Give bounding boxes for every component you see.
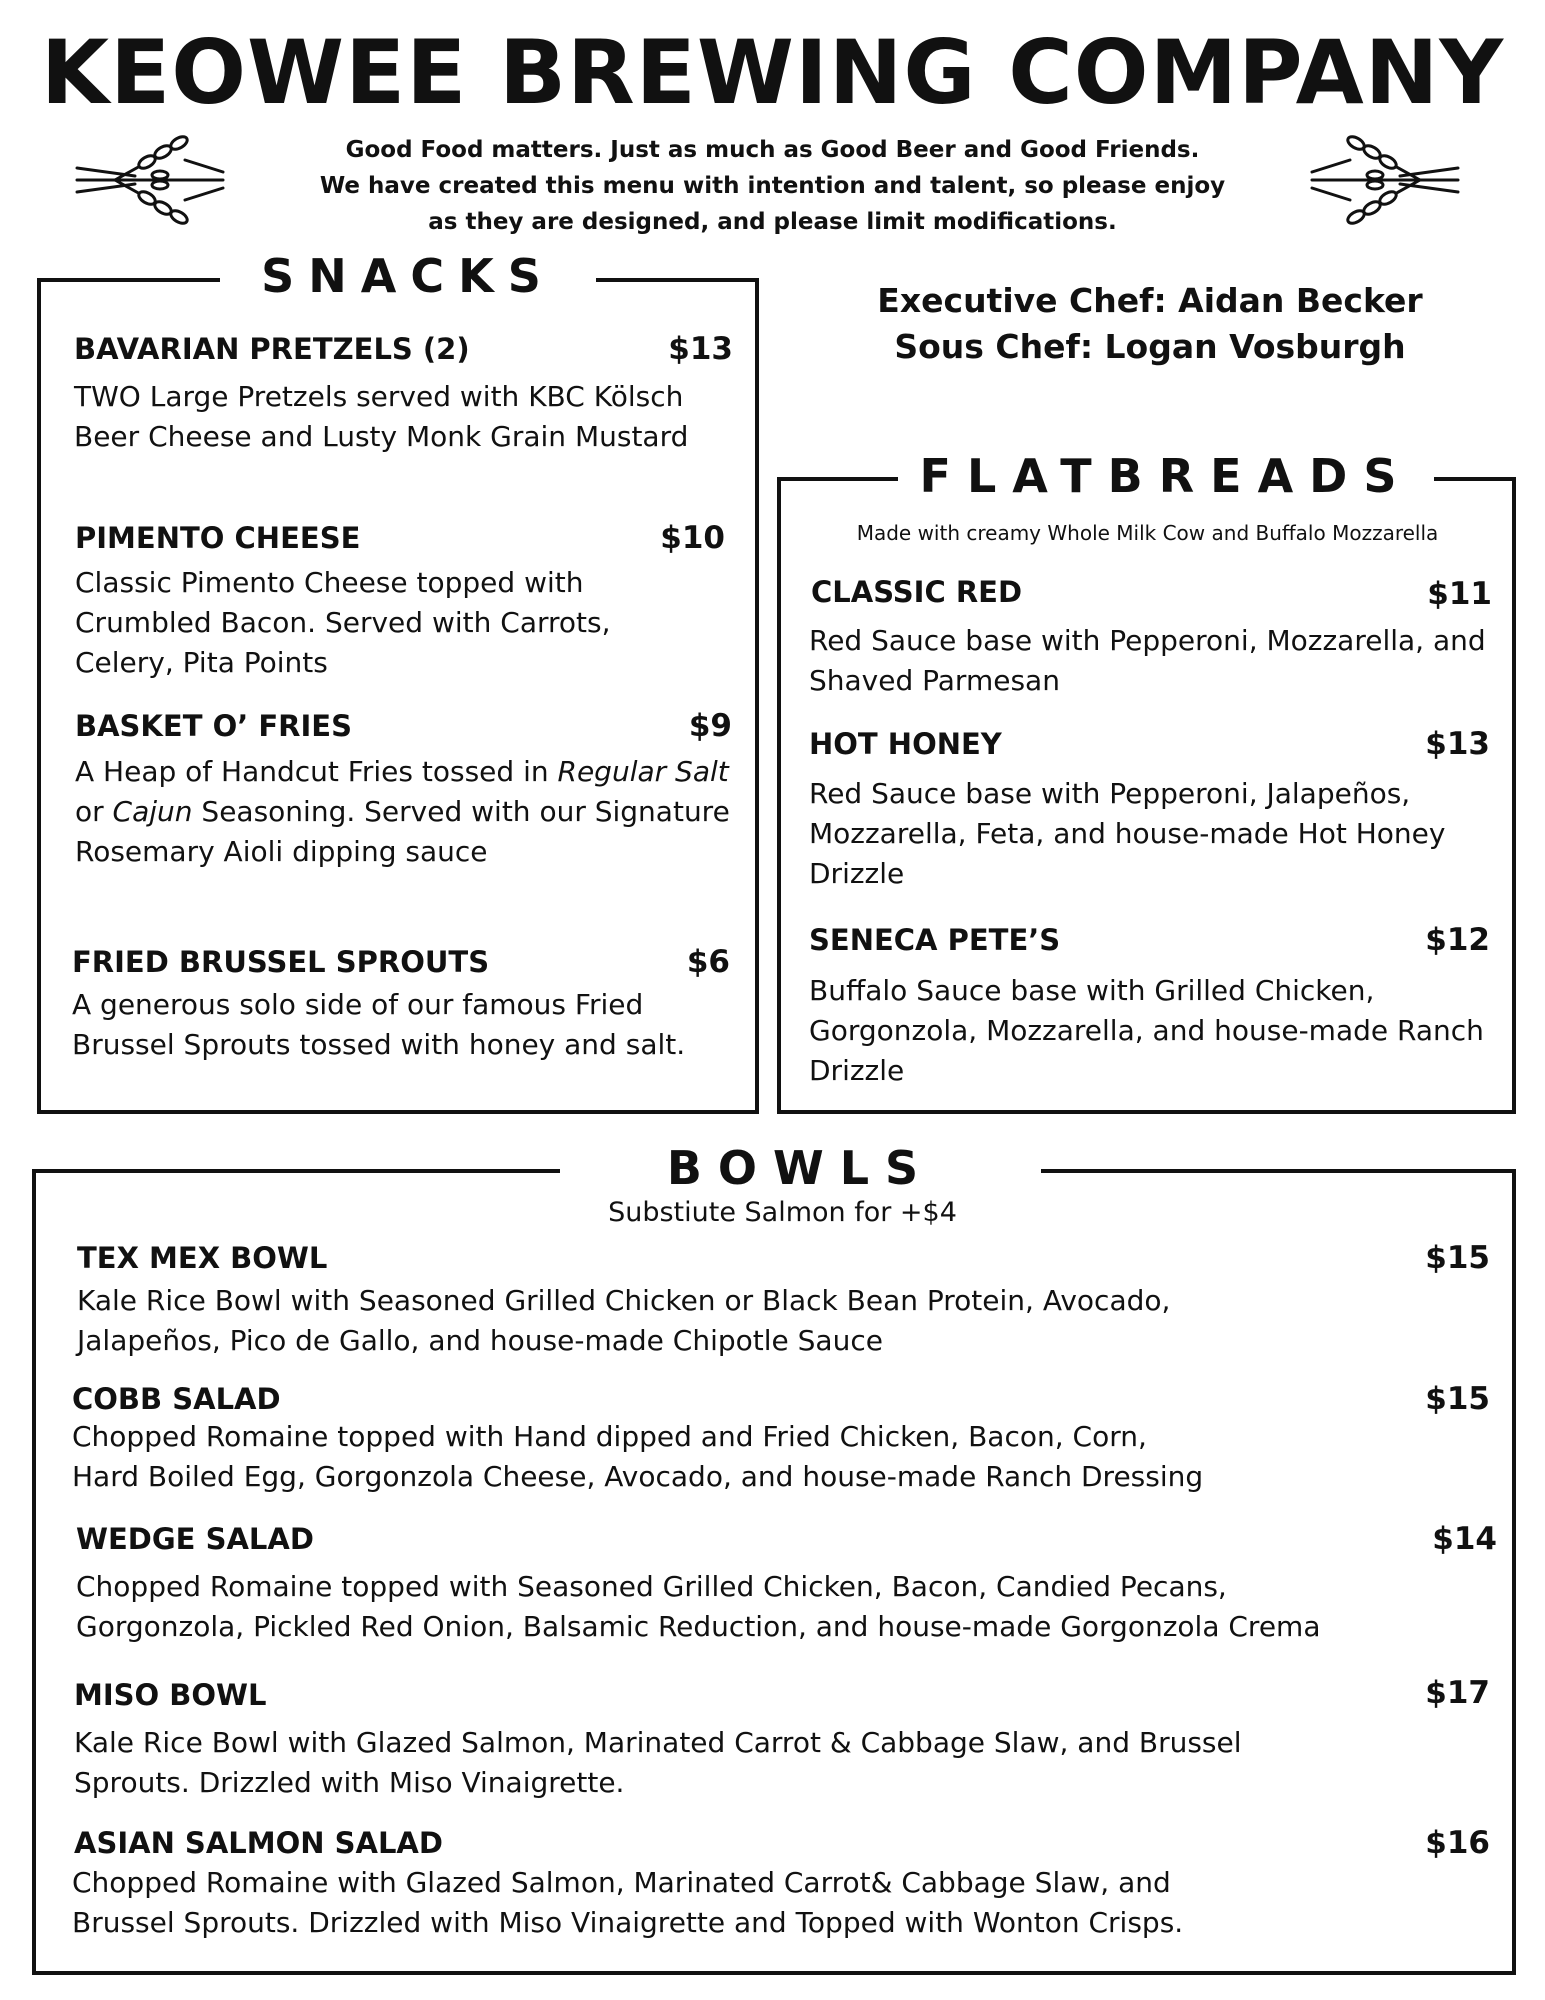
desc-line: Chopped Romaine topped with Seasoned Grilled Chicken, Bacon, Candied Pecans, — [76, 1570, 1227, 1603]
bowl-item-desc — [76, 1567, 1506, 1647]
flatbread-item-desc: Buffalo Sauce base with Grilled Chicken, Gorgonzola, Mozzarella, and house-made Ranch Drizzle — [809, 974, 1484, 1087]
flatbread-item-desc: Red Sauce base with Pepperoni, Jalapeños, Mozzarella, Feta, and house-made Hot Honey Drizzle — [809, 777, 1446, 890]
flatbread-item-price: $12 — [1425, 922, 1490, 958]
wheat-icon — [1310, 130, 1460, 230]
flatbread-item-price: $13 — [1425, 726, 1490, 762]
bowl-item-name: WEDGE SALAD — [76, 1522, 314, 1556]
desc-italic: Regular Salt — [557, 755, 729, 788]
bowl-item-price: $15 — [1425, 1381, 1490, 1417]
snack-item-price: $13 — [668, 331, 733, 367]
snack-item-price: $6 — [686, 944, 730, 980]
desc-italic: Cajun — [112, 795, 193, 828]
bowl-item-name: MISO BOWL — [74, 1678, 267, 1712]
executive-chef: Executive Chef: Aidan Becker — [877, 281, 1423, 320]
desc-line: Gorgonzola, Pickled Red Onion, Balsamic Reduction, and house-made Gorgonzola Crema — [76, 1610, 1321, 1643]
snack-item-desc — [75, 752, 735, 872]
bowls-note: Substiute Salmon for +$4 — [608, 1197, 957, 1228]
flatbreads-note: Made with creamy Whole Milk Cow and Buffalo Mozzarella — [856, 521, 1439, 545]
snack-item-name: FRIED BRUSSEL SPROUTS — [72, 945, 490, 979]
desc-text: A Heap of Handcut Fries tossed in — [75, 755, 558, 788]
sous-chef: Sous Chef: Logan Vosburgh — [894, 327, 1406, 366]
bowl-item-desc — [77, 1281, 1497, 1361]
wheat-icon — [75, 130, 225, 230]
page-title: KEOWEE BREWING COMPANY — [40, 21, 1505, 124]
desc-line: Brussel Sprouts. Drizzled with Miso Vinaigrette and Topped with Wonton Crisps. — [72, 1906, 1184, 1939]
bowl-item-price: $17 — [1425, 1675, 1490, 1711]
intro-line: Good Food matters. Just as much as Good Beer and Good Friends. — [345, 137, 1200, 163]
bowls-title: BOWLS — [560, 1138, 1041, 1198]
snack-item-price: $10 — [660, 520, 725, 556]
snack-item-desc: A generous solo side of our famous Fried Brussel Sprouts tossed with honey and salt. — [72, 988, 686, 1061]
desc-line: Kale Rice Bowl with Seasoned Grilled Chicken or Black Bean Protein, Avocado, — [77, 1284, 1171, 1317]
bowl-item-desc — [72, 1863, 1492, 1943]
flatbread-item-price: $11 — [1427, 576, 1492, 612]
intro-text — [230, 132, 1315, 240]
desc-line: Hard Boiled Egg, Gorgonzola Cheese, Avocado, and house-made Ranch Dressing — [72, 1460, 1204, 1493]
flatbread-item-desc: Red Sauce base with Pepperoni, Mozzarella, and Shaved Parmesan — [809, 624, 1486, 697]
desc-line: Sprouts. Drizzled with Miso Vinaigrette. — [74, 1766, 625, 1799]
desc-line: Chopped Romaine topped with Hand dipped and Fried Chicken, Bacon, Corn, — [72, 1420, 1147, 1453]
flatbread-item-name: HOT HONEY — [809, 727, 1002, 761]
bowl-item-price: $14 — [1432, 1521, 1497, 1557]
bowl-item-price: $16 — [1425, 1825, 1490, 1861]
snacks-title: SNACKS — [220, 246, 596, 306]
bowl-item-desc — [72, 1417, 1492, 1497]
flatbread-item-name: SENECA PETE’S — [809, 923, 1061, 957]
snack-item-name: BAVARIAN PRETZELS (2) — [74, 332, 470, 366]
desc-line: Kale Rice Bowl with Glazed Salmon, Marinated Carrot & Cabbage Slaw, and Brussel — [74, 1726, 1242, 1759]
bowl-item-name: TEX MEX BOWL — [77, 1241, 328, 1275]
snack-item-desc: TWO Large Pretzels served with KBC Kölsch Beer Cheese and Lusty Monk Grain Mustard — [74, 380, 689, 453]
bowl-item-name: COBB SALAD — [72, 1382, 281, 1416]
flatbread-item-name: CLASSIC RED — [811, 575, 1023, 609]
snack-item-name: PIMENTO CHEESE — [75, 521, 361, 555]
snack-item-name: BASKET O’ FRIES — [75, 709, 352, 743]
desc-line: Jalapeños, Pico de Gallo, and house-made Chipotle Sauce — [77, 1324, 883, 1357]
intro-line: We have created this menu with intention and talent, so please enjoy — [319, 173, 1226, 199]
desc-text: Seasoning. Served with our Signature Rosemary Aioli dipping sauce — [75, 795, 730, 868]
desc-text: or — [75, 795, 113, 828]
desc-line: Chopped Romaine with Glazed Salmon, Marinated Carrot& Cabbage Slaw, and — [72, 1866, 1171, 1899]
flatbreads-title: FLATBREADS — [898, 446, 1434, 506]
bowl-item-name: ASIAN SALMON SALAD — [74, 1826, 443, 1860]
bowl-item-price: $15 — [1425, 1240, 1490, 1276]
bowl-item-desc — [74, 1723, 1494, 1803]
chef-credits — [800, 278, 1500, 370]
snack-item-desc: Classic Pimento Cheese topped with Crumbled Bacon. Served with Carrots, Celery, Pita Points — [75, 566, 611, 679]
intro-line: as they are designed, and please limit modifications. — [428, 209, 1117, 235]
snack-item-price: $9 — [688, 708, 732, 744]
